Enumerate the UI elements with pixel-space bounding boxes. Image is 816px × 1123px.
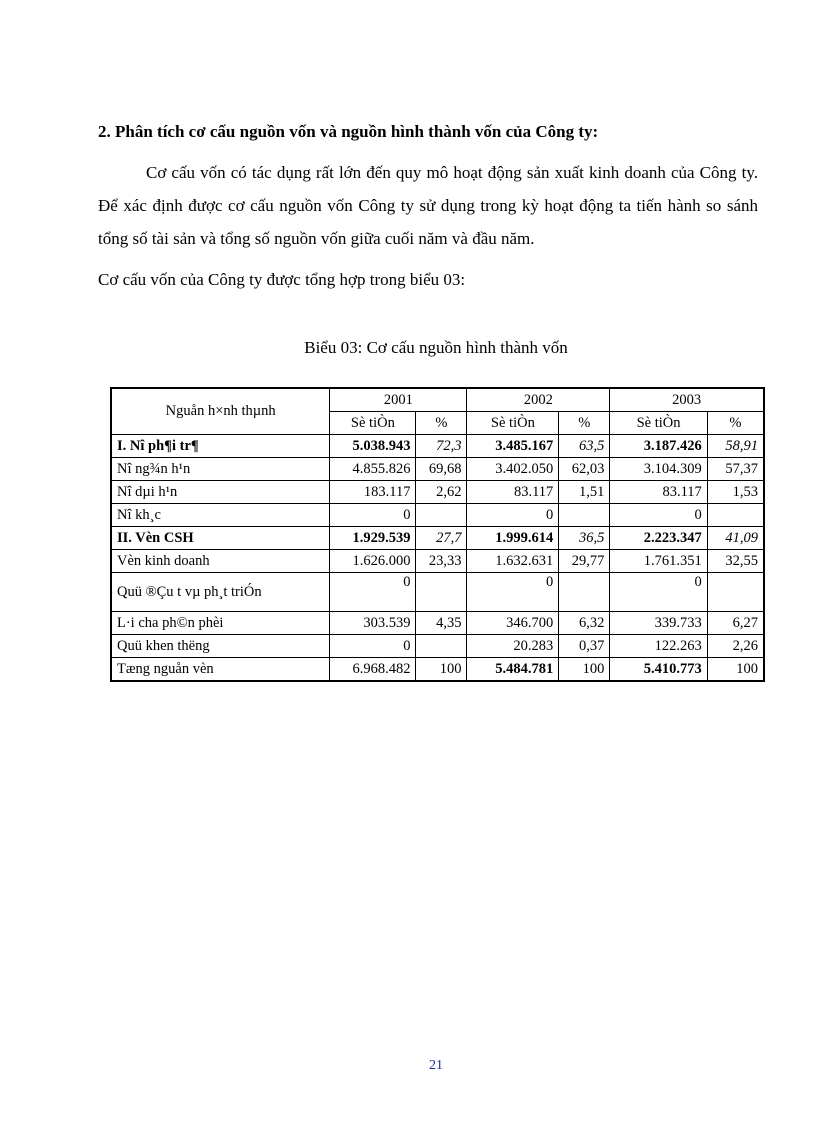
amount-cell: 339.733 <box>610 612 707 635</box>
amount-cell: 1.999.614 <box>467 527 559 550</box>
subheader-percent: % <box>707 412 764 435</box>
percent-cell <box>707 504 764 527</box>
amount-cell: 346.700 <box>467 612 559 635</box>
percent-cell: 1,53 <box>707 481 764 504</box>
row-label: Vèn kinh doanh <box>111 550 330 573</box>
percent-cell: 63,5 <box>559 435 610 458</box>
amount-cell: 1.929.539 <box>330 527 416 550</box>
subheader-amount: Sè tiÒn <box>330 412 416 435</box>
amount-cell: 83.117 <box>610 481 707 504</box>
amount-cell: 0 <box>610 504 707 527</box>
percent-cell <box>559 504 610 527</box>
percent-cell: 62,03 <box>559 458 610 481</box>
percent-cell <box>416 573 467 612</box>
amount-cell: 20.283 <box>467 635 559 658</box>
amount-cell: 3.485.167 <box>467 435 559 458</box>
amount-cell: 0 <box>330 504 416 527</box>
subheader-percent: % <box>416 412 467 435</box>
capital-structure-table <box>110 387 765 682</box>
percent-cell: 36,5 <box>559 527 610 550</box>
header-year-2001: 2001 <box>330 388 467 412</box>
amount-cell: 3.104.309 <box>610 458 707 481</box>
percent-cell <box>416 635 467 658</box>
page-number: 21 <box>429 1058 443 1073</box>
row-label: II. Vèn CSH <box>111 527 330 550</box>
table-row <box>111 635 764 658</box>
table-row <box>111 573 764 612</box>
amount-cell: 0 <box>467 504 559 527</box>
row-label: Nî ng¾n h¹n <box>111 458 330 481</box>
percent-cell: 32,55 <box>707 550 764 573</box>
amount-cell: 0 <box>330 573 416 612</box>
subheader-amount: Sè tiÒn <box>467 412 559 435</box>
amount-cell: 0 <box>330 635 416 658</box>
percent-cell: 69,68 <box>416 458 467 481</box>
percent-cell: 100 <box>707 658 764 682</box>
table-row <box>111 527 764 550</box>
table-row <box>111 550 764 573</box>
percent-cell <box>416 504 467 527</box>
percent-cell <box>707 573 764 612</box>
percent-cell <box>559 573 610 612</box>
table-row <box>111 612 764 635</box>
percent-cell: 58,91 <box>707 435 764 458</box>
intro-paragraph: Cơ cấu vốn có tác dụng rất lớn đến quy mô hoạt động sản xuất kinh doanh của Công ty. Để xác định được cơ cấu nguồn vốn Công ty sử dụng trong kỳ hoạt động ta tiến hành so sánh tổng số tài sản và tổng số nguồn vốn giữa cuối năm và đầu năm. <box>98 163 758 248</box>
row-label: Tæng nguån vèn <box>111 658 330 682</box>
percent-cell: 27,7 <box>416 527 467 550</box>
table-row <box>111 458 764 481</box>
row-label: Quü ®Çu t vµ ph¸t triÓn <box>111 573 330 612</box>
percent-cell: 0,37 <box>559 635 610 658</box>
table-total-row <box>111 658 764 682</box>
table-row <box>111 504 764 527</box>
row-label: Quü khen thëng <box>111 635 330 658</box>
percent-cell: 4,35 <box>416 612 467 635</box>
percent-cell: 6,27 <box>707 612 764 635</box>
amount-cell: 3.402.050 <box>467 458 559 481</box>
table-row <box>111 435 764 458</box>
section-heading: 2. Phân tích cơ cấu nguồn vốn và nguồn hình thành vốn của Công ty: <box>98 122 599 141</box>
header-source: Nguån h×nh thµnh <box>111 388 330 435</box>
amount-cell: 5.410.773 <box>610 658 707 682</box>
row-label: Nî dµi h¹n <box>111 481 330 504</box>
amount-cell: 0 <box>610 573 707 612</box>
percent-cell: 41,09 <box>707 527 764 550</box>
row-label: I. Nî ph¶i tr¶ <box>111 435 330 458</box>
amount-cell: 6.968.482 <box>330 658 416 682</box>
amount-cell: 122.263 <box>610 635 707 658</box>
row-label: L·i cha ph©n phèi <box>111 612 330 635</box>
amount-cell: 5.484.781 <box>467 658 559 682</box>
percent-cell: 100 <box>559 658 610 682</box>
amount-cell: 183.117 <box>330 481 416 504</box>
percent-cell: 100 <box>416 658 467 682</box>
amount-cell: 4.855.826 <box>330 458 416 481</box>
percent-cell: 29,77 <box>559 550 610 573</box>
percent-cell: 72,3 <box>416 435 467 458</box>
percent-cell: 2,62 <box>416 481 467 504</box>
percent-cell: 23,33 <box>416 550 467 573</box>
table-header-row <box>111 388 764 412</box>
percent-cell: 2,26 <box>707 635 764 658</box>
table-reference-paragraph: Cơ cấu vốn của Công ty được tổng hợp trong biểu 03: <box>98 270 466 289</box>
header-year-2003: 2003 <box>610 388 764 412</box>
amount-cell: 0 <box>467 573 559 612</box>
amount-cell: 303.539 <box>330 612 416 635</box>
amount-cell: 5.038.943 <box>330 435 416 458</box>
row-label: Nî kh¸c <box>111 504 330 527</box>
table-row <box>111 481 764 504</box>
amount-cell: 2.223.347 <box>610 527 707 550</box>
table-caption: Biểu 03: Cơ cấu nguồn hình thành vốn <box>304 338 568 357</box>
amount-cell: 3.187.426 <box>610 435 707 458</box>
amount-cell: 1.626.000 <box>330 550 416 573</box>
amount-cell: 1.761.351 <box>610 550 707 573</box>
subheader-amount: Sè tiÒn <box>610 412 707 435</box>
amount-cell: 83.117 <box>467 481 559 504</box>
subheader-percent: % <box>559 412 610 435</box>
percent-cell: 57,37 <box>707 458 764 481</box>
header-year-2002: 2002 <box>467 388 610 412</box>
percent-cell: 6,32 <box>559 612 610 635</box>
percent-cell: 1,51 <box>559 481 610 504</box>
amount-cell: 1.632.631 <box>467 550 559 573</box>
